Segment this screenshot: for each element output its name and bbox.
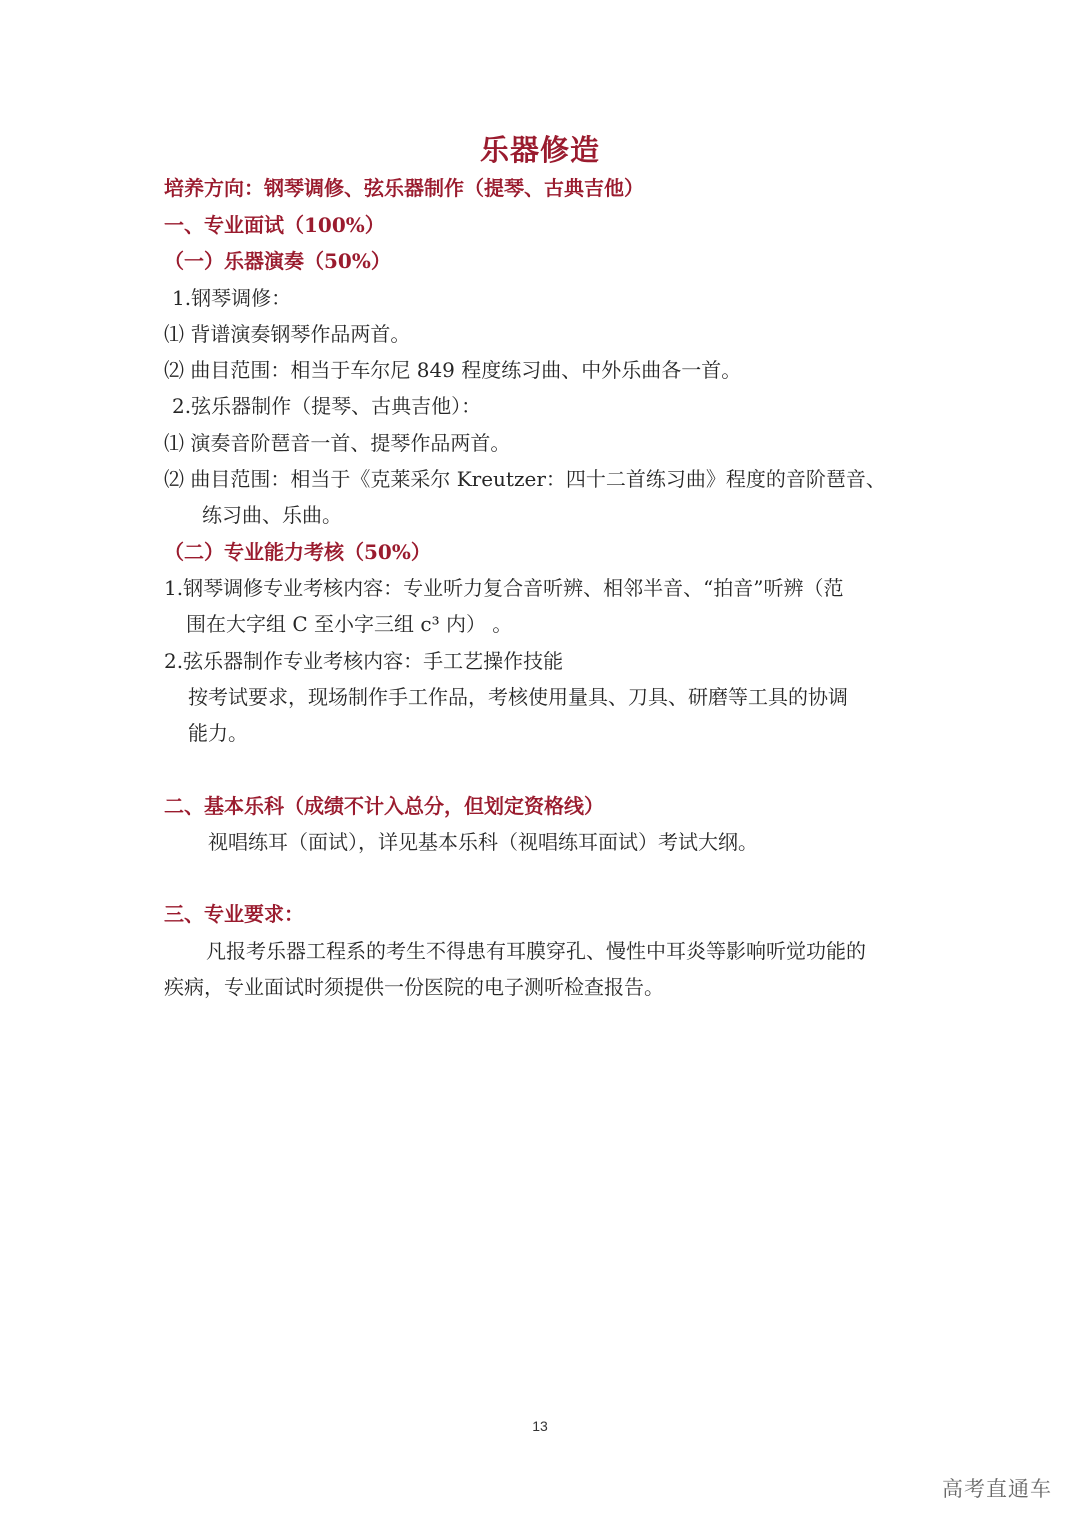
string-making-label: 2.弦乐器制作（提琴、古典吉他）： [172, 394, 482, 418]
section3-text-line1: 凡报考乐器工程系的考生不得患有耳膜穿孔、慢性中耳炎等影响听觉功能的 [206, 939, 866, 963]
section2-text: 视唱练耳（面试），详见基本乐科（视唱练耳面试）考试大纲。 [208, 830, 758, 854]
piano-item-2: ⑵ 曲目范围：相当于车尔尼 849 程度练习曲、中外乐曲各一首。 [164, 358, 742, 382]
section2-heading: 二、基本乐科（成绩不计入总分，但划定资格线） [164, 794, 604, 818]
piano-item-1: ⑴ 背谱演奏钢琴作品两首。 [164, 322, 411, 346]
page-number: 13 [532, 1418, 548, 1434]
string-item-1: ⑴ 演奏音阶琶音一首、提琴作品两首。 [164, 431, 511, 455]
ability-item-2-line1: 2.弦乐器制作专业考核内容：手工艺操作技能 [164, 649, 564, 673]
piano-tuning-label: 1.钢琴调修： [172, 286, 292, 310]
section1-heading: 一、专业面试（100%） [164, 213, 385, 237]
section1-sub2-heading: （二）专业能力考核（50%） [164, 540, 431, 564]
string-item-2-line1: ⑵ 曲目范围：相当于《克莱采尔 Kreutzer：四十二首练习曲》程度的音阶琶音、 [164, 467, 886, 491]
section1-sub1-heading: （一）乐器演奏（50%） [164, 249, 391, 273]
watermark: 高考直通车 [942, 1477, 1052, 1501]
ability-item-2-line2: 按考试要求，现场制作手工作品，考核使用量具、刀具、研磨等工具的协调 [188, 685, 848, 709]
string-item-2-line2: 练习曲、乐曲。 [202, 503, 342, 527]
training-direction: 培养方向：钢琴调修、弦乐器制作（提琴、古典吉他） [164, 176, 644, 200]
section3-heading: 三、专业要求： [164, 902, 304, 926]
ability-item-2-line3: 能力。 [188, 721, 248, 745]
section3-text-line2: 疾病，专业面试时须提供一份医院的电子测听检查报告。 [164, 975, 664, 999]
ability-item-1-line1: 1.钢琴调修专业考核内容：专业听力复合音听辨、相邻半音、“拍音”听辨（范 [164, 576, 844, 600]
ability-item-1-line2: 围在大字组 C 至小字三组 c³ 内） 。 [186, 612, 513, 636]
page-title: 乐器修造 [479, 133, 600, 167]
